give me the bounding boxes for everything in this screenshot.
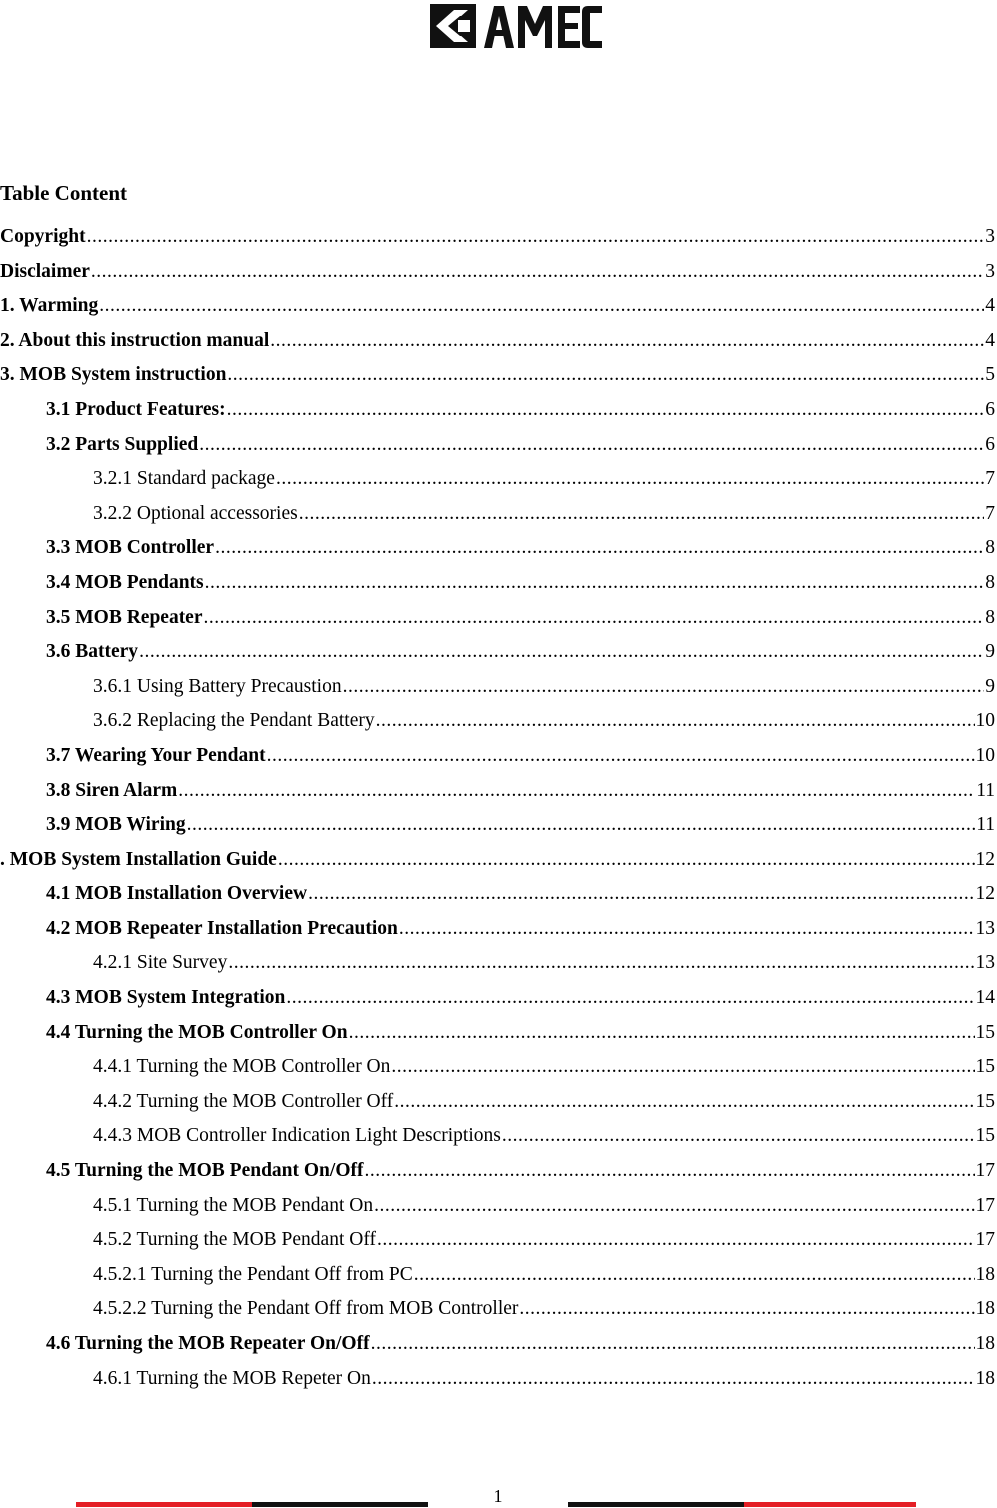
toc-entry-title: 4.4.2 Turning the MOB Controller Off (93, 1090, 394, 1112)
toc-entry-title: 4.1 MOB Installation Overview (46, 883, 308, 905)
toc-entry-title: 4.6.1 Turning the MOB Repeter On (93, 1367, 371, 1389)
toc-entry-page: 10 (975, 710, 995, 732)
toc-dot-leader (187, 808, 976, 843)
toc-entry[interactable] (0, 981, 997, 1016)
toc-entry[interactable] (0, 428, 997, 463)
footer-bar-red-right (744, 1502, 916, 1507)
toc-dot-leader (299, 497, 985, 532)
toc-entry[interactable] (0, 912, 997, 947)
toc-entry-page: 9 (985, 641, 995, 663)
toc-entry-page: 14 (975, 987, 995, 1009)
toc-entry[interactable] (0, 1189, 997, 1224)
toc-entry-title: 4.5.1 Turning the MOB Pendant On (93, 1194, 374, 1216)
toc-entry[interactable] (0, 739, 997, 774)
toc-entry-page: 4 (985, 295, 995, 317)
toc-title: Table Content (0, 181, 127, 205)
toc-entry-title: 4.2 MOB Repeater Installation Precaution (46, 917, 398, 939)
toc-dot-leader (349, 1016, 975, 1051)
toc-entry[interactable] (0, 497, 997, 532)
toc-entry[interactable] (0, 946, 997, 981)
toc-entry-page: 15 (975, 1021, 995, 1043)
toc-entry-title: 4.5.2 Turning the MOB Pendant Off (93, 1229, 376, 1251)
toc-dot-leader (204, 601, 985, 636)
toc-entry-title: 2. About this instruction manual (0, 329, 270, 351)
toc-entry[interactable] (0, 877, 997, 912)
toc-entry-page: 18 (975, 1298, 995, 1320)
toc-entry-page: 3 (985, 226, 995, 247)
toc-entry-page: 13 (975, 917, 995, 939)
toc-dot-leader (394, 1085, 974, 1120)
toc-dot-leader (178, 774, 975, 809)
toc-dot-leader (391, 1050, 974, 1085)
toc-entry-title: 1. Warming (0, 295, 99, 317)
toc-entry[interactable] (0, 1154, 997, 1189)
toc-entry-title: 4.5 Turning the MOB Pendant On/Off (46, 1160, 364, 1182)
toc-dot-leader (87, 220, 985, 255)
toc-entry[interactable] (0, 670, 997, 705)
toc-entry[interactable] (0, 843, 997, 878)
toc-entry-page: 6 (985, 433, 995, 455)
toc-entry-title: 4.4 Turning the MOB Controller On (46, 1021, 348, 1043)
amec-logo (428, 2, 604, 50)
toc-dot-leader (276, 462, 984, 497)
toc-entry-title: 3.8 Siren Alarm (46, 779, 178, 801)
toc-entry-title: 4.3 MOB System Integration (46, 987, 286, 1009)
toc-dot-leader (377, 1223, 975, 1258)
toc-entry-page: 7 (985, 502, 995, 524)
toc-entry[interactable] (0, 1327, 997, 1362)
toc-entry-page: 18 (975, 1263, 995, 1285)
footer-bar-red-left (76, 1502, 252, 1507)
toc-entry[interactable] (0, 635, 997, 670)
toc-entry-page: 17 (975, 1229, 995, 1251)
toc-entry[interactable] (0, 220, 997, 255)
toc-entry-title: 3.6 Battery (46, 641, 139, 663)
toc-entry-page: 8 (985, 606, 995, 628)
toc-entry-page: 18 (975, 1367, 995, 1389)
toc-entry-title: 4.4.3 MOB Controller Indication Light Descriptions (93, 1125, 501, 1147)
toc-entry-page: 17 (975, 1194, 995, 1216)
toc-dot-leader (139, 635, 984, 670)
toc-entry[interactable] (0, 1016, 997, 1051)
toc-entry-title: 4.2.1 Site Survey (93, 952, 228, 974)
toc-entry[interactable] (0, 358, 997, 393)
toc-dot-leader (278, 843, 975, 878)
toc-entry[interactable] (0, 601, 997, 636)
toc-dot-leader (199, 428, 984, 463)
toc-dot-leader (343, 670, 985, 705)
toc-entry[interactable] (0, 566, 997, 601)
toc-entry-title: 3.2.2 Optional accessories (93, 502, 298, 524)
toc-entry[interactable] (0, 1085, 997, 1120)
toc-entry-page: 15 (975, 1090, 995, 1112)
table-of-contents (0, 220, 997, 1396)
toc-entry-page: 9 (985, 675, 995, 697)
toc-dot-leader (414, 1258, 975, 1293)
toc-entry-title: 3.9 MOB Wiring (46, 814, 186, 836)
toc-entry-page: 12 (975, 848, 995, 870)
toc-entry[interactable] (0, 774, 997, 809)
toc-entry-title: Disclaimer (0, 260, 90, 282)
toc-entry[interactable] (0, 808, 997, 843)
toc-dot-leader (371, 1327, 975, 1362)
toc-entry[interactable] (0, 704, 997, 739)
toc-entry[interactable] (0, 1223, 997, 1258)
toc-entry-page: 6 (985, 398, 995, 420)
toc-entry-page: 11 (976, 779, 995, 801)
toc-entry-title: 4.5.2.1 Turning the Pendant Off from PC (93, 1263, 413, 1285)
toc-entry[interactable] (0, 393, 997, 428)
toc-entry-title: 4.6 Turning the MOB Repeater On/Off (46, 1333, 370, 1354)
toc-entry-page: 8 (985, 571, 995, 593)
toc-dot-leader (308, 877, 974, 912)
toc-entry-page: 7 (985, 468, 995, 490)
toc-entry-page: 11 (976, 814, 995, 836)
toc-dot-leader (227, 393, 985, 428)
toc-entry[interactable] (0, 1362, 997, 1397)
toc-dot-leader (228, 946, 974, 981)
toc-entry-page: 3 (985, 260, 995, 282)
toc-entry-title: 3.3 MOB Controller (46, 537, 215, 559)
toc-entry-title: 3.6.1 Using Battery Precaustion (93, 675, 342, 697)
toc-dot-leader (372, 1362, 975, 1397)
toc-entry-page: 13 (975, 952, 995, 974)
toc-entry[interactable] (0, 1119, 997, 1154)
toc-entry-page: 15 (975, 1125, 995, 1147)
toc-entry[interactable] (0, 255, 997, 290)
toc-entry-title: Copyright (0, 226, 86, 247)
toc-dot-leader (364, 1154, 974, 1189)
toc-entry-page: 15 (975, 1056, 995, 1078)
footer-bar-black-right (568, 1502, 744, 1507)
toc-entry[interactable] (0, 531, 997, 566)
toc-dot-leader (519, 1292, 974, 1327)
toc-dot-leader (374, 1189, 974, 1224)
toc-dot-leader (502, 1119, 975, 1154)
toc-entry-title: 4.5.2.2 Turning the Pendant Off from MOB Controller (93, 1298, 519, 1320)
toc-entry-page: 12 (975, 883, 995, 905)
toc-dot-leader (99, 289, 984, 324)
toc-dot-leader (205, 566, 985, 601)
toc-entry-page: 10 (975, 744, 995, 766)
toc-dot-leader (286, 981, 974, 1016)
toc-entry-title: 3.6.2 Replacing the Pendant Battery (93, 710, 375, 732)
toc-entry-title: 3.4 MOB Pendants (46, 571, 204, 593)
page-number: 1 (493, 1486, 503, 1506)
toc-dot-leader (270, 324, 984, 359)
toc-entry[interactable] (0, 462, 997, 497)
toc-entry-title: 3.2 Parts Supplied (46, 433, 199, 455)
toc-entry-title: 3.1 Product Features: (46, 398, 226, 420)
toc-entry-title: 3. MOB System instruction (0, 364, 227, 386)
toc-entry-page: 4 (985, 329, 995, 351)
toc-entry[interactable] (0, 1050, 997, 1085)
toc-dot-leader (227, 358, 984, 393)
toc-entry[interactable] (0, 1258, 997, 1293)
toc-entry-page: 17 (975, 1160, 995, 1182)
toc-dot-leader (267, 739, 975, 774)
toc-entry-title: 3.7 Wearing Your Pendant (46, 744, 266, 766)
toc-entry-title: 4.4.1 Turning the MOB Controller On (93, 1056, 391, 1078)
toc-entry-title: . MOB System Installation Guide (0, 848, 277, 870)
toc-dot-leader (91, 255, 984, 290)
toc-entry-title: 3.5 MOB Repeater (46, 606, 203, 628)
toc-dot-leader (215, 531, 984, 566)
footer-bar-black-left (252, 1502, 428, 1507)
toc-entry-page: 5 (985, 364, 995, 386)
toc-entry[interactable] (0, 1292, 997, 1327)
toc-entry-page: 8 (985, 537, 995, 559)
toc-entry-title: 3.2.1 Standard package (93, 468, 275, 490)
toc-entry[interactable] (0, 324, 997, 359)
toc-dot-leader (399, 912, 975, 947)
toc-entry-page: 18 (975, 1333, 995, 1354)
toc-entry[interactable] (0, 289, 997, 324)
toc-dot-leader (376, 704, 975, 739)
